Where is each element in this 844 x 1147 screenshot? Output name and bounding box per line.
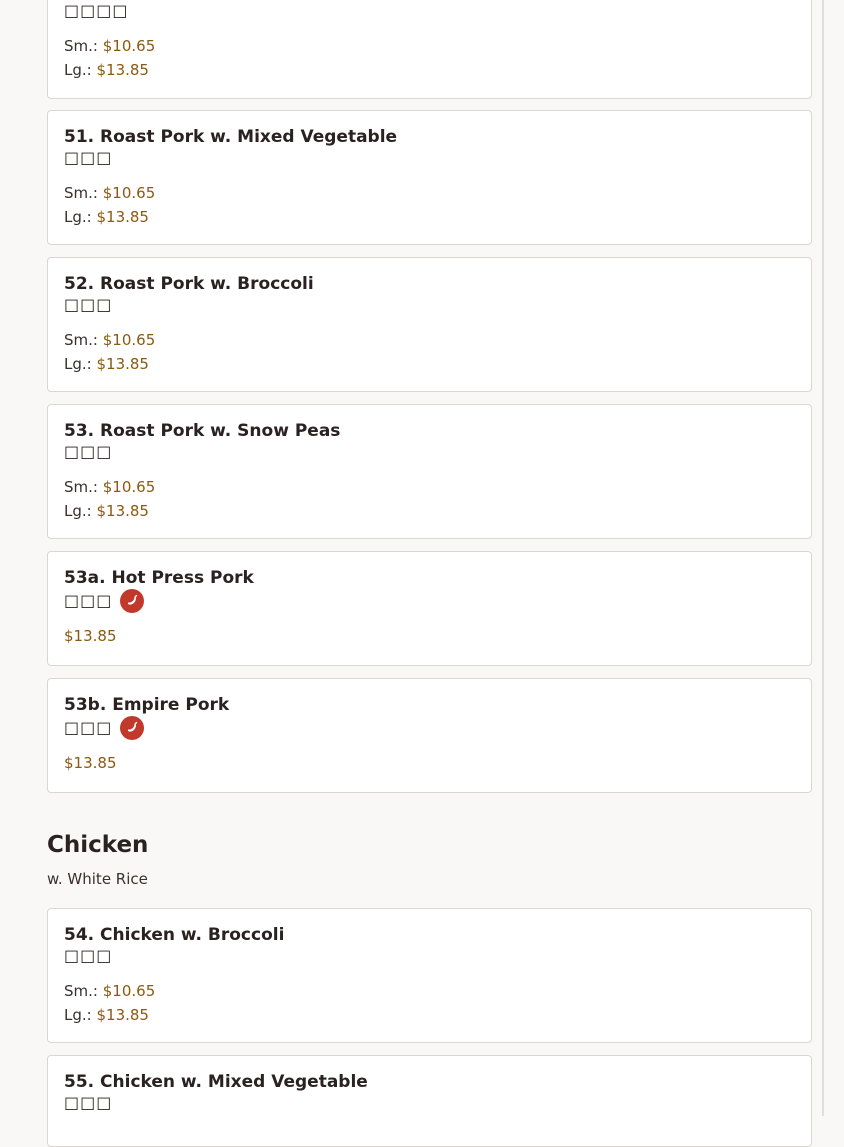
item-chinese-name: □□□□	[64, 1, 129, 20]
item-chinese-name: □□□	[64, 715, 795, 741]
section-title: Chicken	[47, 832, 149, 858]
item-name: 53b. Empire Pork	[64, 695, 230, 715]
small-price: Sm.: $10.65	[64, 331, 156, 349]
large-price: Lg.: $13.85	[64, 1006, 149, 1024]
item-chinese-name: □□□	[64, 295, 113, 314]
section-subtitle: w. White Rice	[47, 870, 148, 888]
item-chinese-name: □□□	[64, 1093, 113, 1112]
menu-item-card[interactable]	[47, 908, 812, 1043]
large-price: Lg.: $13.85	[64, 355, 149, 373]
item-chinese-name: □□□	[64, 946, 113, 965]
menu-item-card[interactable]	[47, 1055, 812, 1147]
menu-item-card[interactable]	[47, 678, 812, 793]
chili-pepper-icon	[120, 589, 144, 613]
small-price: Sm.: $10.65	[64, 184, 156, 202]
large-price: Lg.: $13.85	[64, 502, 149, 520]
item-name: 51. Roast Pork w. Mixed Vegetable	[64, 127, 398, 147]
small-price: Sm.: $10.65	[64, 37, 156, 55]
item-name: 55. Chicken w. Mixed Vegetable	[64, 1072, 368, 1092]
menu-item-card[interactable]	[47, 0, 812, 99]
item-price: $13.85	[64, 754, 117, 772]
small-price: Sm.: $10.65	[64, 478, 156, 496]
menu-item-card[interactable]	[47, 110, 812, 245]
chili-pepper-icon	[120, 716, 144, 740]
menu-item-card[interactable]	[47, 551, 812, 666]
item-chinese-name: □□□	[64, 588, 795, 614]
item-name: 53. Roast Pork w. Snow Peas	[64, 421, 341, 441]
item-chinese-name: □□□	[64, 148, 113, 167]
large-price: Lg.: $13.85	[64, 61, 149, 79]
item-price: $13.85	[64, 627, 117, 645]
item-name: 53a. Hot Press Pork	[64, 568, 254, 588]
item-name: 54. Chicken w. Broccoli	[64, 925, 285, 945]
scroll-rail	[822, 0, 824, 1116]
menu-item-card[interactable]	[47, 257, 812, 392]
menu-item-card[interactable]	[47, 404, 812, 539]
item-name: 52. Roast Pork w. Broccoli	[64, 274, 314, 294]
item-chinese-name: □□□	[64, 442, 113, 461]
large-price: Lg.: $13.85	[64, 208, 149, 226]
small-price: Sm.: $10.65	[64, 982, 156, 1000]
